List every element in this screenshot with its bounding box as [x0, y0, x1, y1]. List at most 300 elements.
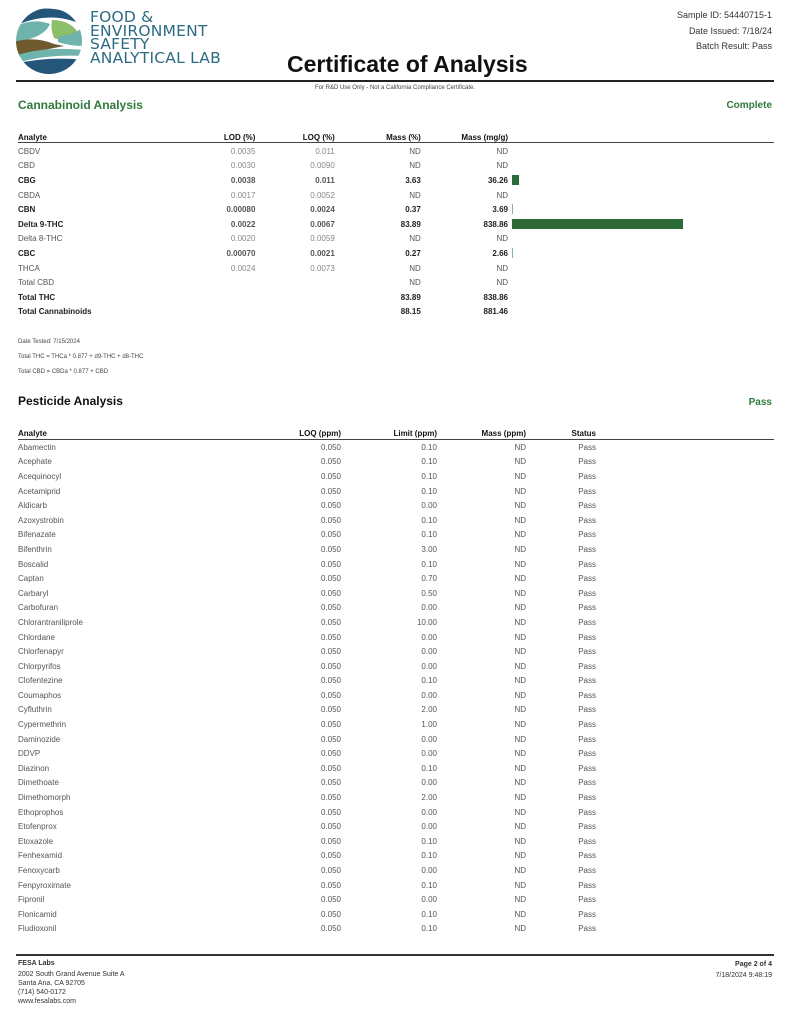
- loq-cell: 0.050: [320, 661, 341, 671]
- loq-cell: 0.0021: [310, 248, 335, 258]
- mass-cell: ND: [514, 895, 526, 905]
- loq-cell: 0.0090: [310, 161, 335, 171]
- mass-cell: ND: [514, 661, 526, 671]
- mass-cell: ND: [514, 778, 526, 788]
- mass-mg-cell: 3.69: [492, 205, 508, 215]
- loq-cell: 0.050: [320, 457, 341, 467]
- total-thc-formula: Total THC = THCa * 0.877 + d9-THC + d8-THC: [18, 354, 144, 360]
- status-cell: Pass: [578, 690, 596, 700]
- status-cell: Pass: [578, 895, 596, 905]
- status-cell: Pass: [578, 471, 596, 481]
- logo-line: ANALYTICAL LAB: [90, 48, 221, 67]
- mass-mg-cell: ND: [496, 190, 508, 200]
- limit-cell: 0.10: [421, 442, 437, 452]
- analyte-cell: Fenhexamid: [18, 851, 63, 861]
- mass-mg-cell: ND: [496, 263, 508, 273]
- status-cell: Pass: [578, 603, 596, 613]
- limit-cell: 0.10: [421, 457, 437, 467]
- pesticide-table: [18, 427, 596, 936]
- mass-pct-cell: ND: [409, 161, 421, 171]
- website-link[interactable]: www.fesalabs.com: [18, 998, 76, 1005]
- cannabinoid-row: [18, 305, 508, 320]
- loq-cell: 0.050: [320, 690, 341, 700]
- cannabinoid-row: [18, 202, 508, 217]
- analyte-cell: Etofenprox: [18, 822, 57, 832]
- status-cell: Pass: [578, 559, 596, 569]
- pesticide-row: [18, 732, 596, 747]
- mass-pct-cell: ND: [409, 146, 421, 156]
- analyte-cell: Abamectin: [18, 442, 56, 452]
- footer-page-info: [716, 959, 772, 981]
- analyte-cell: Total Cannabinoids: [18, 307, 92, 317]
- status-cell: Pass: [578, 676, 596, 686]
- limit-cell: 3.00: [421, 544, 437, 554]
- col-mass: Mass (ppm): [481, 429, 526, 438]
- loq-cell: 0.0059: [310, 234, 335, 244]
- lod-cell: 0.0038: [230, 175, 256, 185]
- cannabinoid-section-title: Cannabinoid Analysis: [18, 98, 143, 112]
- table-header-row: [18, 427, 596, 440]
- mass-cell: ND: [514, 720, 526, 730]
- analyte-cell: CBG: [18, 175, 36, 185]
- analyte-cell: Boscalid: [18, 559, 49, 569]
- loq-cell: 0.0024: [310, 205, 335, 215]
- pesticide-row: [18, 586, 596, 601]
- pesticide-row: [18, 703, 596, 718]
- analyte-cell: Daminozide: [18, 734, 61, 744]
- cannabinoid-row: [18, 217, 508, 232]
- mass-cell: ND: [514, 690, 526, 700]
- mass-mg-cell: 36.26: [487, 175, 508, 185]
- mass-cell: ND: [514, 924, 526, 934]
- pesticide-row: [18, 674, 596, 689]
- mass-mg-cell: ND: [496, 161, 508, 171]
- analyte-cell: Acequinocyl: [18, 471, 62, 481]
- lod-cell: [146, 305, 256, 320]
- mass-cell: ND: [514, 457, 526, 467]
- analyte-cell: Carbofuran: [18, 603, 59, 613]
- pesticide-row: [18, 776, 596, 791]
- lod-cell: 0.00080: [226, 205, 256, 215]
- mass-pct-cell: 3.63: [405, 175, 421, 185]
- mass-cell: ND: [514, 442, 526, 452]
- analyte-cell: Acephate: [18, 457, 52, 467]
- mass-pct-cell: ND: [409, 234, 421, 244]
- limit-cell: 0.00: [421, 895, 437, 905]
- footer-divider: [16, 954, 774, 956]
- pesticide-row: [18, 863, 596, 878]
- date-tested: Date Tested: 7/15/2024: [18, 339, 80, 345]
- status-cell: Pass: [578, 822, 596, 832]
- limit-cell: 0.00: [421, 734, 437, 744]
- pesticide-row: [18, 907, 596, 922]
- loq-cell: 0.0052: [310, 190, 335, 200]
- limit-cell: 0.10: [421, 486, 437, 496]
- pesticide-row: [18, 484, 596, 499]
- pesticide-row: [18, 542, 596, 557]
- loq-cell: 0.050: [320, 515, 341, 525]
- analyte-cell: Aldicarb: [18, 501, 47, 511]
- lab-logo: [14, 6, 84, 76]
- analyte-cell: Acetamiprid: [18, 486, 61, 496]
- status-cell: Pass: [578, 734, 596, 744]
- limit-cell: 2.00: [421, 705, 437, 715]
- limit-cell: 0.00: [421, 866, 437, 876]
- analyte-cell: Etoxazole: [18, 836, 54, 846]
- mass-cell: ND: [514, 471, 526, 481]
- loq-cell: 0.050: [320, 778, 341, 788]
- mass-pct-cell: ND: [409, 190, 421, 200]
- lab-logo-text: [90, 8, 221, 67]
- pesticide-row: [18, 790, 596, 805]
- status-cell: Pass: [578, 457, 596, 467]
- mass-cell: ND: [514, 559, 526, 569]
- loq-cell: 0.050: [320, 471, 341, 481]
- pesticide-row: [18, 834, 596, 849]
- pesticide-row: [18, 630, 596, 645]
- limit-cell: 0.10: [421, 471, 437, 481]
- loq-cell: 0.050: [320, 632, 341, 642]
- status-cell: Pass: [578, 720, 596, 730]
- mass-bar: [512, 219, 683, 229]
- mass-cell: ND: [514, 530, 526, 540]
- pesticide-row: [18, 440, 596, 455]
- status-cell: Pass: [578, 442, 596, 452]
- date-issued: Date Issued: 7/18/24: [688, 25, 772, 36]
- analyte-cell: Clofentezine: [18, 676, 63, 686]
- status-cell: Pass: [578, 778, 596, 788]
- status-cell: Pass: [578, 836, 596, 846]
- mass-cell: ND: [514, 880, 526, 890]
- status-cell: Pass: [578, 530, 596, 540]
- cannabinoid-row: [18, 246, 508, 261]
- loq-cell: 0.050: [320, 866, 341, 876]
- mass-mg-cell: 838.86: [483, 292, 508, 302]
- mass-bar: [512, 248, 513, 258]
- analyte-cell: Chlorpyrifos: [18, 661, 61, 671]
- lod-cell: 0.0030: [230, 161, 256, 171]
- limit-cell: 0.00: [421, 749, 437, 759]
- loq-cell: 0.050: [320, 763, 341, 773]
- status-cell: Pass: [578, 574, 596, 584]
- mass-cell: ND: [514, 793, 526, 803]
- limit-cell: 0.00: [421, 822, 437, 832]
- analyte-cell: Chlorfenapyr: [18, 647, 64, 657]
- page-number: Page 2 of 4: [735, 961, 772, 968]
- status-cell: Pass: [578, 501, 596, 511]
- limit-cell: 0.00: [421, 661, 437, 671]
- pesticide-row: [18, 659, 596, 674]
- logo-line: FOOD &: [90, 8, 154, 26]
- limit-cell: 0.10: [421, 924, 437, 934]
- loq-cell: 0.050: [320, 720, 341, 730]
- print-timestamp: 7/18/2024 9:48:19: [715, 972, 772, 979]
- loq-cell: 0.050: [320, 603, 341, 613]
- analyte-cell: Bifenthrin: [18, 544, 52, 554]
- cannabinoid-row: [18, 173, 508, 188]
- cannabinoid-row: [18, 275, 508, 290]
- loq-cell: 0.050: [320, 676, 341, 686]
- loq-cell: 0.011: [315, 175, 335, 185]
- analyte-cell: Bifenazate: [18, 530, 56, 540]
- loq-cell: [255, 290, 334, 305]
- loq-cell: 0.050: [320, 836, 341, 846]
- address-line: Santa Ana, CA 92705: [18, 980, 85, 987]
- col-lod: LOD (%): [223, 133, 256, 142]
- mass-cell: ND: [514, 763, 526, 773]
- mass-cell: ND: [514, 705, 526, 715]
- mass-pct-cell: 83.89: [400, 292, 421, 302]
- analyte-cell: Fipronil: [18, 895, 45, 905]
- cannabinoid-row: [18, 144, 508, 159]
- pesticide-row: [18, 469, 596, 484]
- limit-cell: 0.10: [421, 909, 437, 919]
- limit-cell: 0.10: [421, 836, 437, 846]
- status-cell: Pass: [578, 486, 596, 496]
- mass-cell: ND: [514, 909, 526, 919]
- loq-cell: 0.0073: [310, 263, 335, 273]
- limit-cell: 0.00: [421, 603, 437, 613]
- loq-cell: 0.050: [320, 530, 341, 540]
- mass-pct-cell: 83.89: [400, 219, 421, 229]
- limit-cell: 2.00: [421, 793, 437, 803]
- mass-pct-cell: ND: [409, 263, 421, 273]
- mass-bar: [512, 175, 519, 185]
- col-mass-mg: Mass (mg/g): [461, 133, 508, 142]
- col-status: Status: [571, 429, 596, 438]
- mass-cell: ND: [514, 676, 526, 686]
- lod-cell: 0.0035: [230, 146, 256, 156]
- cannabinoid-row: [18, 261, 508, 276]
- pesticide-row: [18, 892, 596, 907]
- limit-cell: 0.10: [421, 515, 437, 525]
- mass-cell: ND: [514, 501, 526, 511]
- page-title: Certificate of Analysis: [287, 51, 528, 77]
- loq-cell: 0.050: [320, 544, 341, 554]
- mass-cell: ND: [514, 515, 526, 525]
- pesticide-row: [18, 688, 596, 703]
- status-cell: Pass: [578, 749, 596, 759]
- pesticide-section-title: Pesticide Analysis: [18, 394, 123, 408]
- col-loq: LOQ (ppm): [299, 429, 341, 438]
- analyte-cell: Coumaphos: [18, 690, 62, 700]
- mass-cell: ND: [514, 851, 526, 861]
- lod-cell: 0.0017: [230, 190, 256, 200]
- limit-cell: 0.10: [421, 559, 437, 569]
- limit-cell: 0.00: [421, 632, 437, 642]
- col-analyte: Analyte: [18, 133, 47, 142]
- pesticide-row: [18, 528, 596, 543]
- pesticide-status: Pass: [748, 397, 772, 408]
- loq-cell: 0.050: [320, 734, 341, 744]
- loq-cell: 0.050: [320, 749, 341, 759]
- status-cell: Pass: [578, 588, 596, 598]
- mass-mg-cell: ND: [496, 146, 508, 156]
- mass-cell: ND: [514, 734, 526, 744]
- analyte-cell: Delta 8-THC: [18, 234, 63, 244]
- col-mass-pct: Mass (%): [386, 133, 421, 142]
- analyte-cell: CBD: [18, 161, 35, 171]
- pesticide-row: [18, 498, 596, 513]
- mass-mg-cell: ND: [496, 278, 508, 288]
- loq-cell: 0.050: [320, 895, 341, 905]
- disclaimer: For R&D Use Only - Not a California Compliance Certificate.: [314, 85, 476, 91]
- analyte-cell: Diazinon: [18, 763, 50, 773]
- sample-id: Sample ID: 54440715-1: [676, 10, 772, 20]
- loq-cell: 0.050: [320, 705, 341, 715]
- loq-cell: 0.050: [320, 647, 341, 657]
- footer-address: [18, 959, 125, 1006]
- mass-cell: ND: [514, 822, 526, 832]
- lod-cell: [146, 290, 256, 305]
- analyte-cell: Fludioxonil: [18, 924, 57, 934]
- pesticide-row: [18, 805, 596, 820]
- status-cell: Pass: [578, 924, 596, 934]
- loq-cell: 0.050: [320, 588, 341, 598]
- mass-pct-cell: 88.15: [400, 307, 421, 317]
- mass-mg-cell: 881.46: [483, 307, 508, 317]
- limit-cell: 0.00: [421, 647, 437, 657]
- mass-bar: [512, 204, 513, 214]
- limit-cell: 0.00: [421, 807, 437, 817]
- analyte-cell: Ethoprophos: [18, 807, 64, 817]
- loq-cell: 0.050: [320, 617, 341, 627]
- mass-cell: ND: [514, 749, 526, 759]
- limit-cell: 0.50: [421, 588, 437, 598]
- loq-cell: 0.050: [320, 574, 341, 584]
- cannabinoid-row: [18, 232, 508, 247]
- pesticide-row: [18, 717, 596, 732]
- loq-cell: 0.050: [320, 880, 341, 890]
- limit-cell: 0.00: [421, 501, 437, 511]
- mass-pct-cell: ND: [409, 278, 421, 288]
- cannabinoid-row: [18, 290, 508, 305]
- lod-cell: [146, 275, 256, 290]
- loq-cell: 0.050: [320, 822, 341, 832]
- address-line: 2002 South Grand Avenue Suite A: [18, 971, 125, 978]
- analyte-cell: Fenoxycarb: [18, 866, 60, 876]
- mass-pct-cell: 0.37: [405, 205, 421, 215]
- cannabinoid-row: [18, 188, 508, 203]
- loq-cell: 0.050: [320, 851, 341, 861]
- pesticide-row: [18, 615, 596, 630]
- total-cbd-formula: Total CBD = CBDa * 0.877 + CBD: [18, 369, 109, 375]
- analyte-cell: Carbaryl: [18, 588, 49, 598]
- analyte-cell: Chlorantraniliprole: [18, 617, 83, 627]
- mass-cell: ND: [514, 617, 526, 627]
- limit-cell: 0.00: [421, 778, 437, 788]
- analyte-cell: Total THC: [18, 292, 56, 302]
- loq-cell: 0.050: [320, 442, 341, 452]
- limit-cell: 0.10: [421, 880, 437, 890]
- analyte-cell: Flonicamid: [18, 909, 57, 919]
- status-cell: Pass: [578, 793, 596, 803]
- lod-cell: 0.0020: [230, 234, 256, 244]
- pesticide-row: [18, 922, 596, 937]
- loq-cell: 0.050: [320, 924, 341, 934]
- header-divider: [16, 80, 774, 82]
- mass-mg-cell: 838.86: [483, 219, 508, 229]
- status-cell: Pass: [578, 807, 596, 817]
- limit-cell: 0.10: [421, 763, 437, 773]
- pesticide-row: [18, 644, 596, 659]
- status-cell: Pass: [578, 632, 596, 642]
- col-limit: Limit (ppm): [393, 429, 437, 438]
- pesticide-row: [18, 571, 596, 586]
- status-cell: Pass: [578, 705, 596, 715]
- mass-pct-cell: 0.27: [405, 248, 421, 258]
- loq-cell: 0.050: [320, 909, 341, 919]
- status-cell: Pass: [578, 647, 596, 657]
- col-loq: LOQ (%): [302, 133, 335, 142]
- logo-line: SAFETY: [90, 35, 150, 53]
- pesticide-row: [18, 557, 596, 572]
- analyte-cell: Chlordane: [18, 632, 55, 642]
- footer-company: FESA Labs: [18, 960, 55, 967]
- cannabinoid-status: Complete: [726, 100, 772, 111]
- analyte-cell: CBN: [18, 205, 36, 215]
- limit-cell: 0.10: [421, 851, 437, 861]
- status-cell: Pass: [578, 909, 596, 919]
- limit-cell: 0.10: [421, 676, 437, 686]
- analyte-cell: THCA: [18, 263, 40, 273]
- loq-cell: 0.050: [320, 486, 341, 496]
- lod-cell: 0.00070: [226, 248, 256, 258]
- pesticide-row: [18, 746, 596, 761]
- loq-cell: [255, 305, 334, 320]
- pesticide-row: [18, 761, 596, 776]
- mass-cell: ND: [514, 632, 526, 642]
- loq-cell: 0.050: [320, 559, 341, 569]
- status-cell: Pass: [578, 851, 596, 861]
- analyte-cell: Captan: [18, 574, 44, 584]
- cannabinoid-table: [18, 131, 508, 319]
- status-cell: Pass: [578, 763, 596, 773]
- status-cell: Pass: [578, 544, 596, 554]
- analyte-cell: DDVP: [18, 749, 41, 759]
- analyte-cell: Azoxystrobin: [18, 515, 64, 525]
- analyte-cell: Dimethomorph: [18, 793, 71, 803]
- mass-cell: ND: [514, 807, 526, 817]
- mass-cell: ND: [514, 544, 526, 554]
- mass-cell: ND: [514, 486, 526, 496]
- loq-cell: [255, 275, 334, 290]
- mass-cell: ND: [514, 866, 526, 876]
- limit-cell: 0.10: [421, 530, 437, 540]
- status-cell: Pass: [578, 866, 596, 876]
- status-cell: Pass: [578, 661, 596, 671]
- status-cell: Pass: [578, 515, 596, 525]
- loq-cell: 0.050: [320, 793, 341, 803]
- lod-cell: 0.0022: [230, 219, 256, 229]
- analyte-cell: Cyfluthrin: [18, 705, 52, 715]
- mass-cell: ND: [514, 603, 526, 613]
- status-cell: Pass: [578, 617, 596, 627]
- limit-cell: 1.00: [421, 720, 437, 730]
- mass-cell: ND: [514, 647, 526, 657]
- limit-cell: 0.70: [421, 574, 437, 584]
- pesticide-row: [18, 878, 596, 893]
- loq-cell: 0.011: [315, 146, 335, 156]
- limit-cell: 0.00: [421, 690, 437, 700]
- cannabinoid-notes: [18, 335, 143, 380]
- analyte-cell: Dimethoate: [18, 778, 59, 788]
- sample-meta: [677, 8, 772, 55]
- analyte-cell: Cypermethrin: [18, 720, 67, 730]
- pesticide-row: [18, 849, 596, 864]
- mass-cell: ND: [514, 574, 526, 584]
- analyte-cell: Fenpyroximate: [18, 880, 71, 890]
